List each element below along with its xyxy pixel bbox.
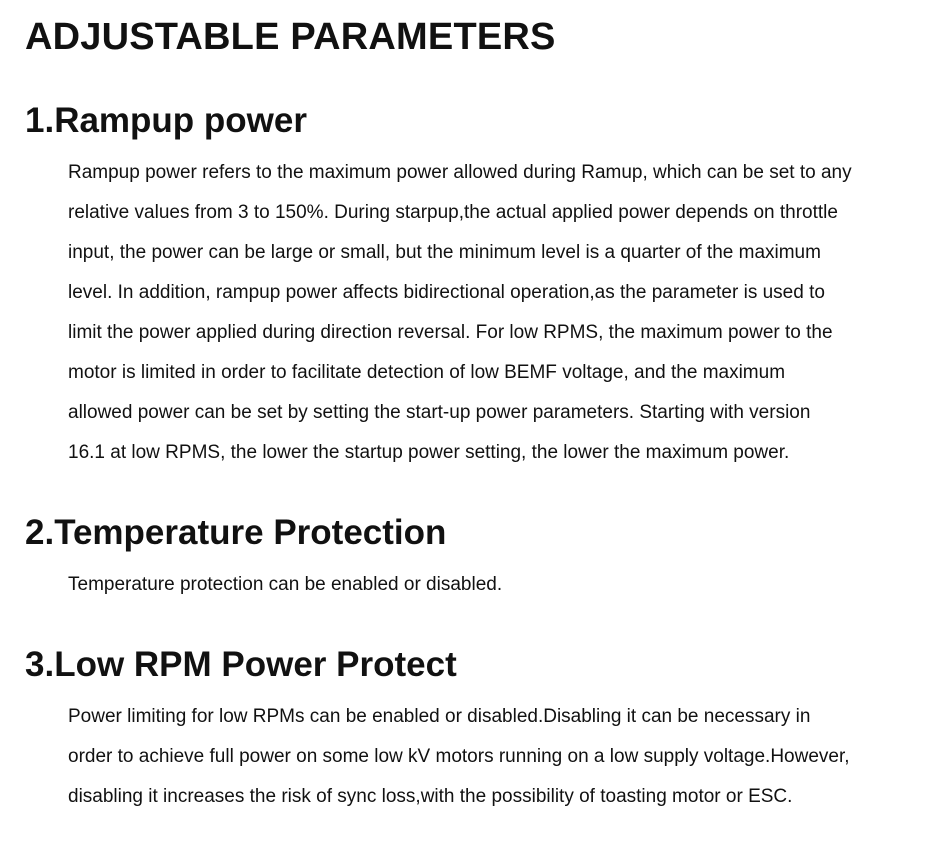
section-body-low-rpm-power-protect: [68, 697, 930, 817]
paragraph-line: Temperature protection can be enabled or disabled.: [68, 574, 503, 595]
section-body-rampup-power: [68, 153, 930, 473]
paragraph-line: order to achieve full power on some low kV motors running on a low supply voltage.However,: [68, 746, 850, 767]
section-heading-low-rpm-power-protect: 3.Low RPM Power Protect: [25, 645, 457, 684]
page-title: ADJUSTABLE PARAMETERS: [25, 16, 556, 58]
paragraph-line: 16.1 at low RPMS, the lower the startup power setting, the lower the maximum power.: [68, 442, 790, 463]
paragraph-line: level. In addition, rampup power affects bidirectional operation,as the parameter is used to: [68, 282, 825, 303]
paragraph-line: Power limiting for low RPMs can be enabled or disabled.Disabling it can be necessary in: [68, 706, 811, 727]
section-body-temperature-protection: [68, 565, 930, 605]
paragraph-line: allowed power can be set by setting the start-up power parameters. Starting with version: [68, 402, 811, 423]
section-heading-rampup-power: 1.Rampup power: [25, 101, 307, 140]
section-heading-temperature-protection: 2.Temperature Protection: [25, 513, 447, 552]
paragraph-line: Rampup power refers to the maximum power allowed during Ramup, which can be set to any: [68, 162, 852, 183]
paragraph-line: input, the power can be large or small, but the minimum level is a quarter of the maximum: [68, 242, 821, 263]
paragraph-line: motor is limited in order to facilitate detection of low BEMF voltage, and the maximum: [68, 362, 786, 383]
paragraph-line: limit the power applied during direction reversal. For low RPMS, the maximum power to the: [68, 322, 833, 343]
paragraph-line: relative values from 3 to 150%. During starpup,the actual applied power depends on throttle: [68, 202, 838, 223]
paragraph-line: disabling it increases the risk of sync loss,with the possibility of toasting motor or ESC.: [68, 786, 793, 807]
